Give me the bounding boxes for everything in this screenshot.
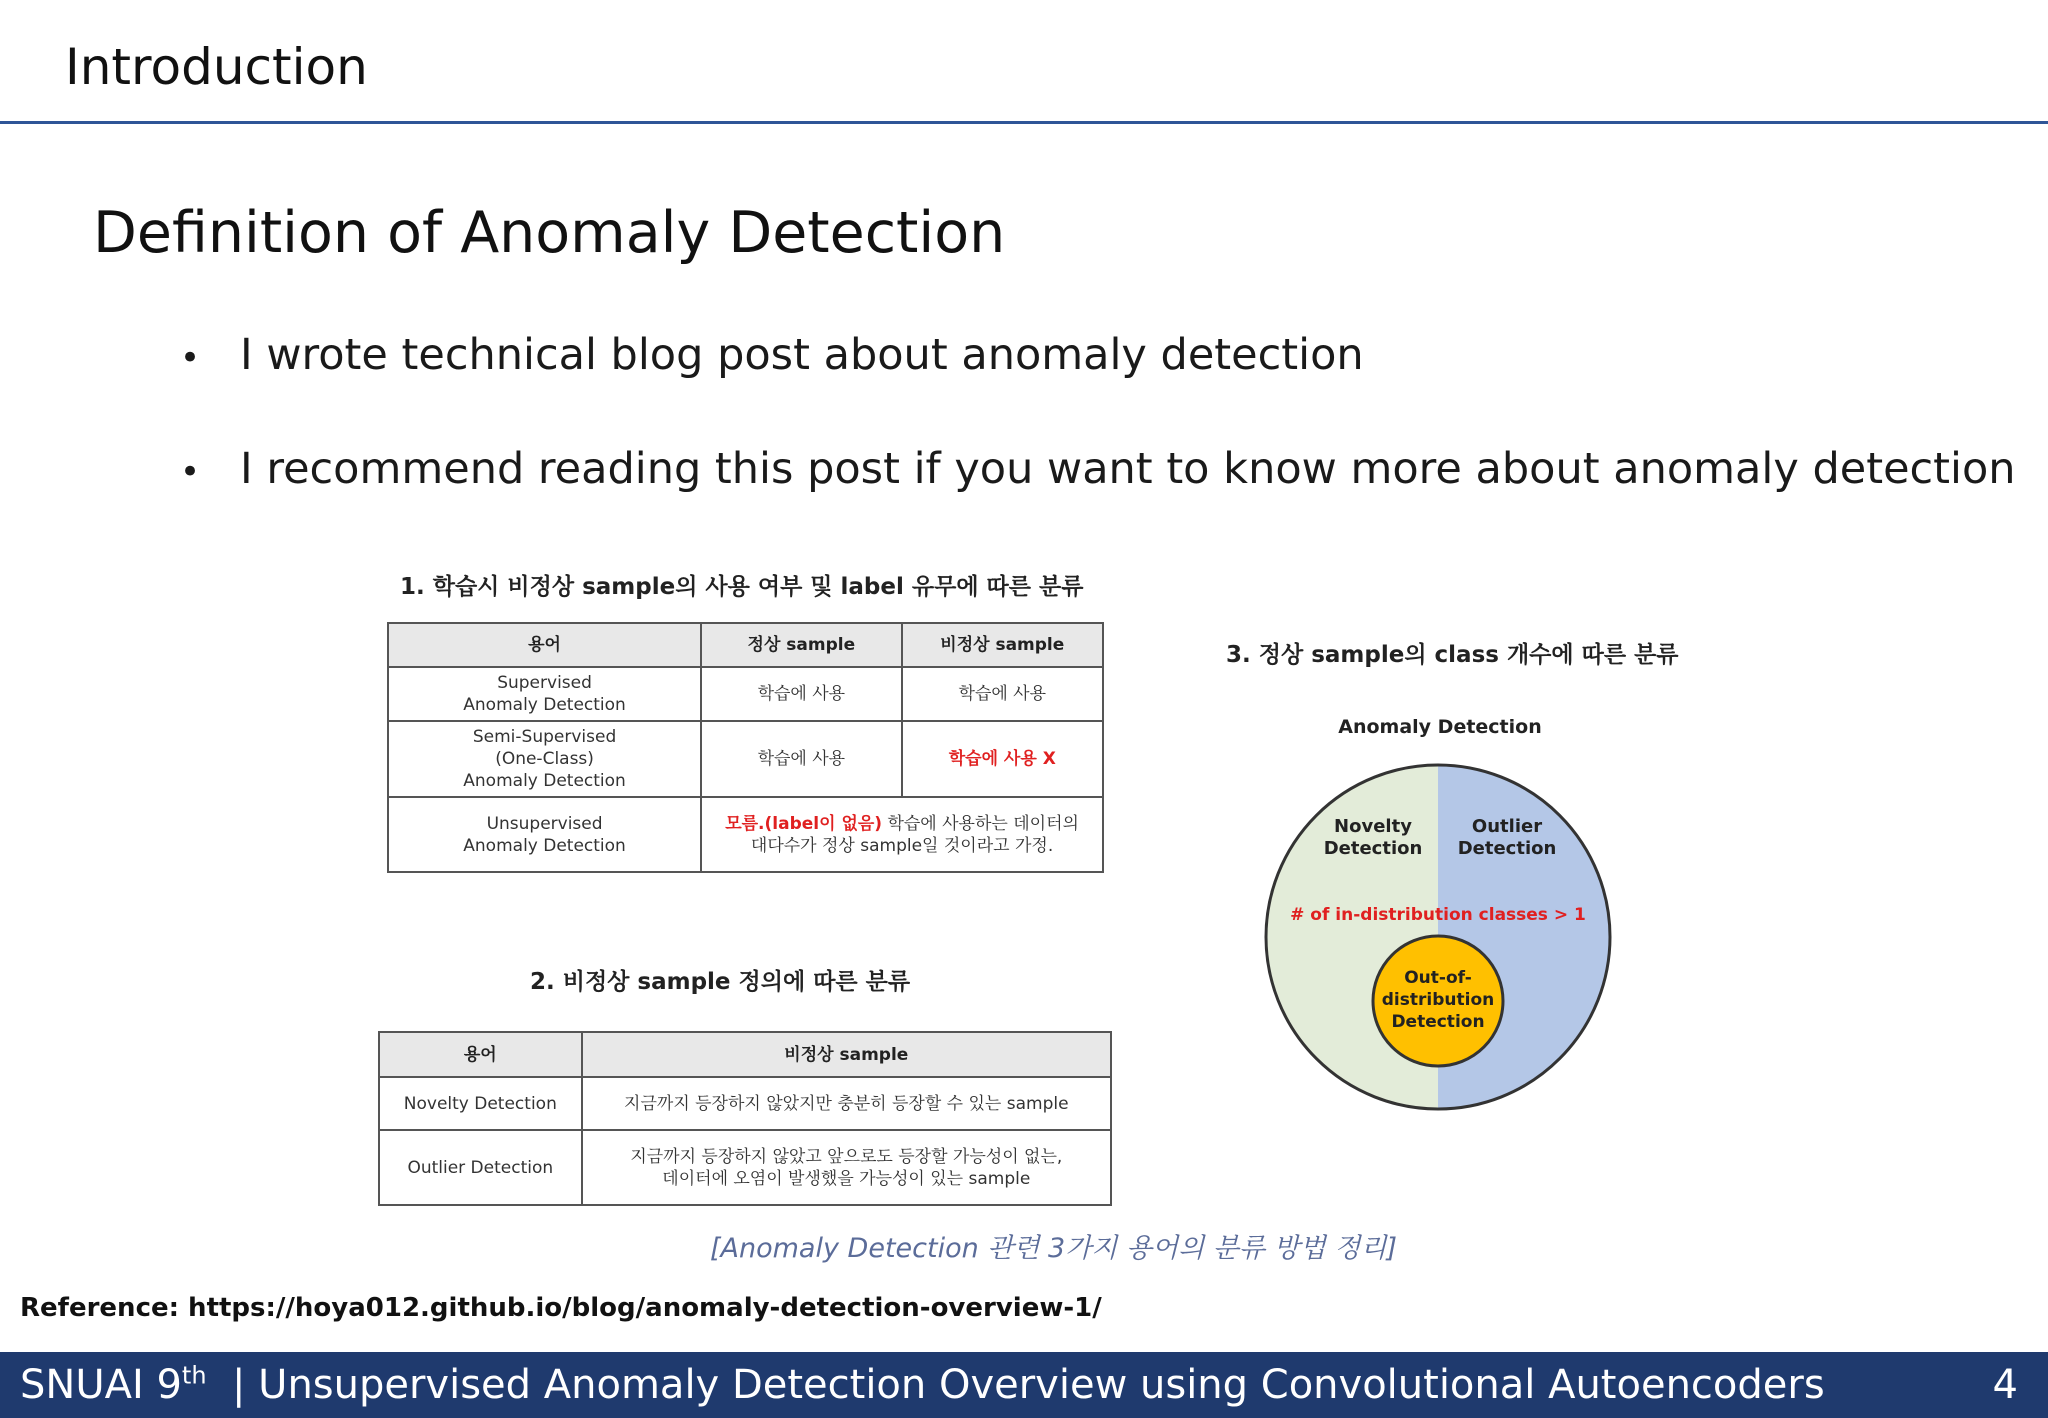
table-header-row — [388, 623, 1103, 667]
table-row — [379, 1130, 1111, 1205]
term-line: Unsupervised — [486, 813, 603, 834]
table-cell: 학습에 사용 — [701, 667, 901, 721]
table-row — [379, 1077, 1111, 1130]
term-line: Anomaly Detection — [463, 695, 626, 715]
merged-text: 학습에 사용하는 데이터의 — [882, 813, 1079, 834]
merged-line — [708, 813, 1096, 835]
table-header-cell: 비정상 sample — [582, 1032, 1111, 1077]
ood-label: Detection — [1391, 1012, 1485, 1032]
table-cell: 학습에 사용 — [701, 721, 901, 797]
term-line: Supervised — [497, 673, 592, 693]
table-header-cell: 용어 — [379, 1032, 582, 1077]
footer-bar — [0, 1352, 2048, 1418]
table-row — [388, 797, 1103, 872]
figure-section3-heading: 3. 정상 sample의 class 개수에 따른 분류 — [1226, 642, 1679, 668]
footer-sup: th — [181, 1361, 207, 1390]
table-cell — [582, 1130, 1111, 1205]
bullet-text: I wrote technical blog post about anomaly detection — [240, 330, 1364, 380]
table-cell-term — [388, 721, 701, 797]
table-cell-merged — [701, 797, 1103, 872]
desc-line: 데이터에 오염이 발생했을 가능성이 있는 sample — [662, 1168, 1031, 1189]
desc-line: 지금까지 등장하지 않았고 앞으로도 등장할 가능성이 없는, — [630, 1146, 1063, 1167]
figure-section2-heading: 2. 비정상 sample 정의에 따른 분류 — [530, 969, 911, 995]
merged-line: 대다수가 정상 sample일 것이라고 가정. — [750, 835, 1054, 856]
table-row — [388, 721, 1103, 797]
ood-label: Out-of- — [1404, 968, 1472, 988]
outlier-label: Outlier — [1471, 816, 1543, 837]
bullet-item — [180, 444, 2016, 494]
diagram-title: Anomaly Detection — [1338, 716, 1542, 738]
table-cell: 학습에 사용 — [902, 667, 1103, 721]
footer-talk-title: | Unsupervised Anomaly Detection Overview using Convolutional Autoencoders — [206, 1362, 1825, 1408]
table-row — [388, 667, 1103, 721]
condition-label: # of in-distribution classes > 1 — [1290, 905, 1586, 925]
outlier-label: Detection — [1457, 838, 1557, 859]
slide-title: Definition of Anomaly Detection — [93, 200, 1006, 266]
ood-label: distribution — [1381, 990, 1495, 1010]
footer-title — [20, 1362, 1825, 1408]
classification-table-2 — [378, 1031, 1112, 1206]
term-line: Anomaly Detection — [463, 771, 626, 791]
table-header-cell: 용어 — [388, 623, 701, 667]
novelty-label: Novelty — [1334, 816, 1412, 837]
bullet-dot-icon: • — [180, 451, 201, 492]
section-title: Introduction — [65, 38, 368, 96]
desc-line: 지금까지 등장하지 않았지만 충분히 등장할 수 있는 sample — [624, 1093, 1069, 1114]
table-cell-term: Outlier Detection — [379, 1130, 582, 1205]
header-divider — [0, 121, 2048, 124]
table-header-cell: 비정상 sample — [902, 623, 1103, 667]
bullet-text: I recommend reading this post if you want to know more about anomaly detection — [240, 444, 2016, 494]
anomaly-detection-venn-diagram — [1255, 700, 1635, 1120]
footer-org: SNUAI 9 — [20, 1362, 182, 1408]
table-cell-term — [388, 667, 701, 721]
term-line: Anomaly Detection — [463, 835, 626, 856]
page-number: 4 — [1992, 1362, 2018, 1408]
figure-section1-heading: 1. 학습시 비정상 sample의 사용 여부 및 label 유무에 따른 분류 — [400, 574, 1084, 600]
figure-caption: [Anomaly Detection 관련 3가지 용어의 분류 방법 정리] — [710, 1233, 1397, 1264]
reference-link[interactable]: Reference: https://hoya012.github.io/blog/anomaly-detection-overview-1/ — [20, 1293, 1102, 1323]
bullet-item — [180, 330, 1364, 380]
highlight-text: 모름.(label이 없음) — [725, 813, 883, 834]
table-cell — [582, 1077, 1111, 1130]
table-cell-term: Novelty Detection — [379, 1077, 582, 1130]
novelty-label: Detection — [1323, 838, 1423, 859]
table-header-cell: 정상 sample — [701, 623, 901, 667]
table-cell-highlight: 학습에 사용 X — [902, 721, 1103, 797]
table-cell-term — [388, 797, 701, 872]
classification-table-1 — [387, 622, 1104, 873]
term-line: (One-Class) — [495, 749, 594, 769]
term-line: Semi-Supervised — [472, 727, 617, 747]
table-header-row — [379, 1032, 1111, 1077]
bullet-dot-icon: • — [180, 337, 201, 378]
